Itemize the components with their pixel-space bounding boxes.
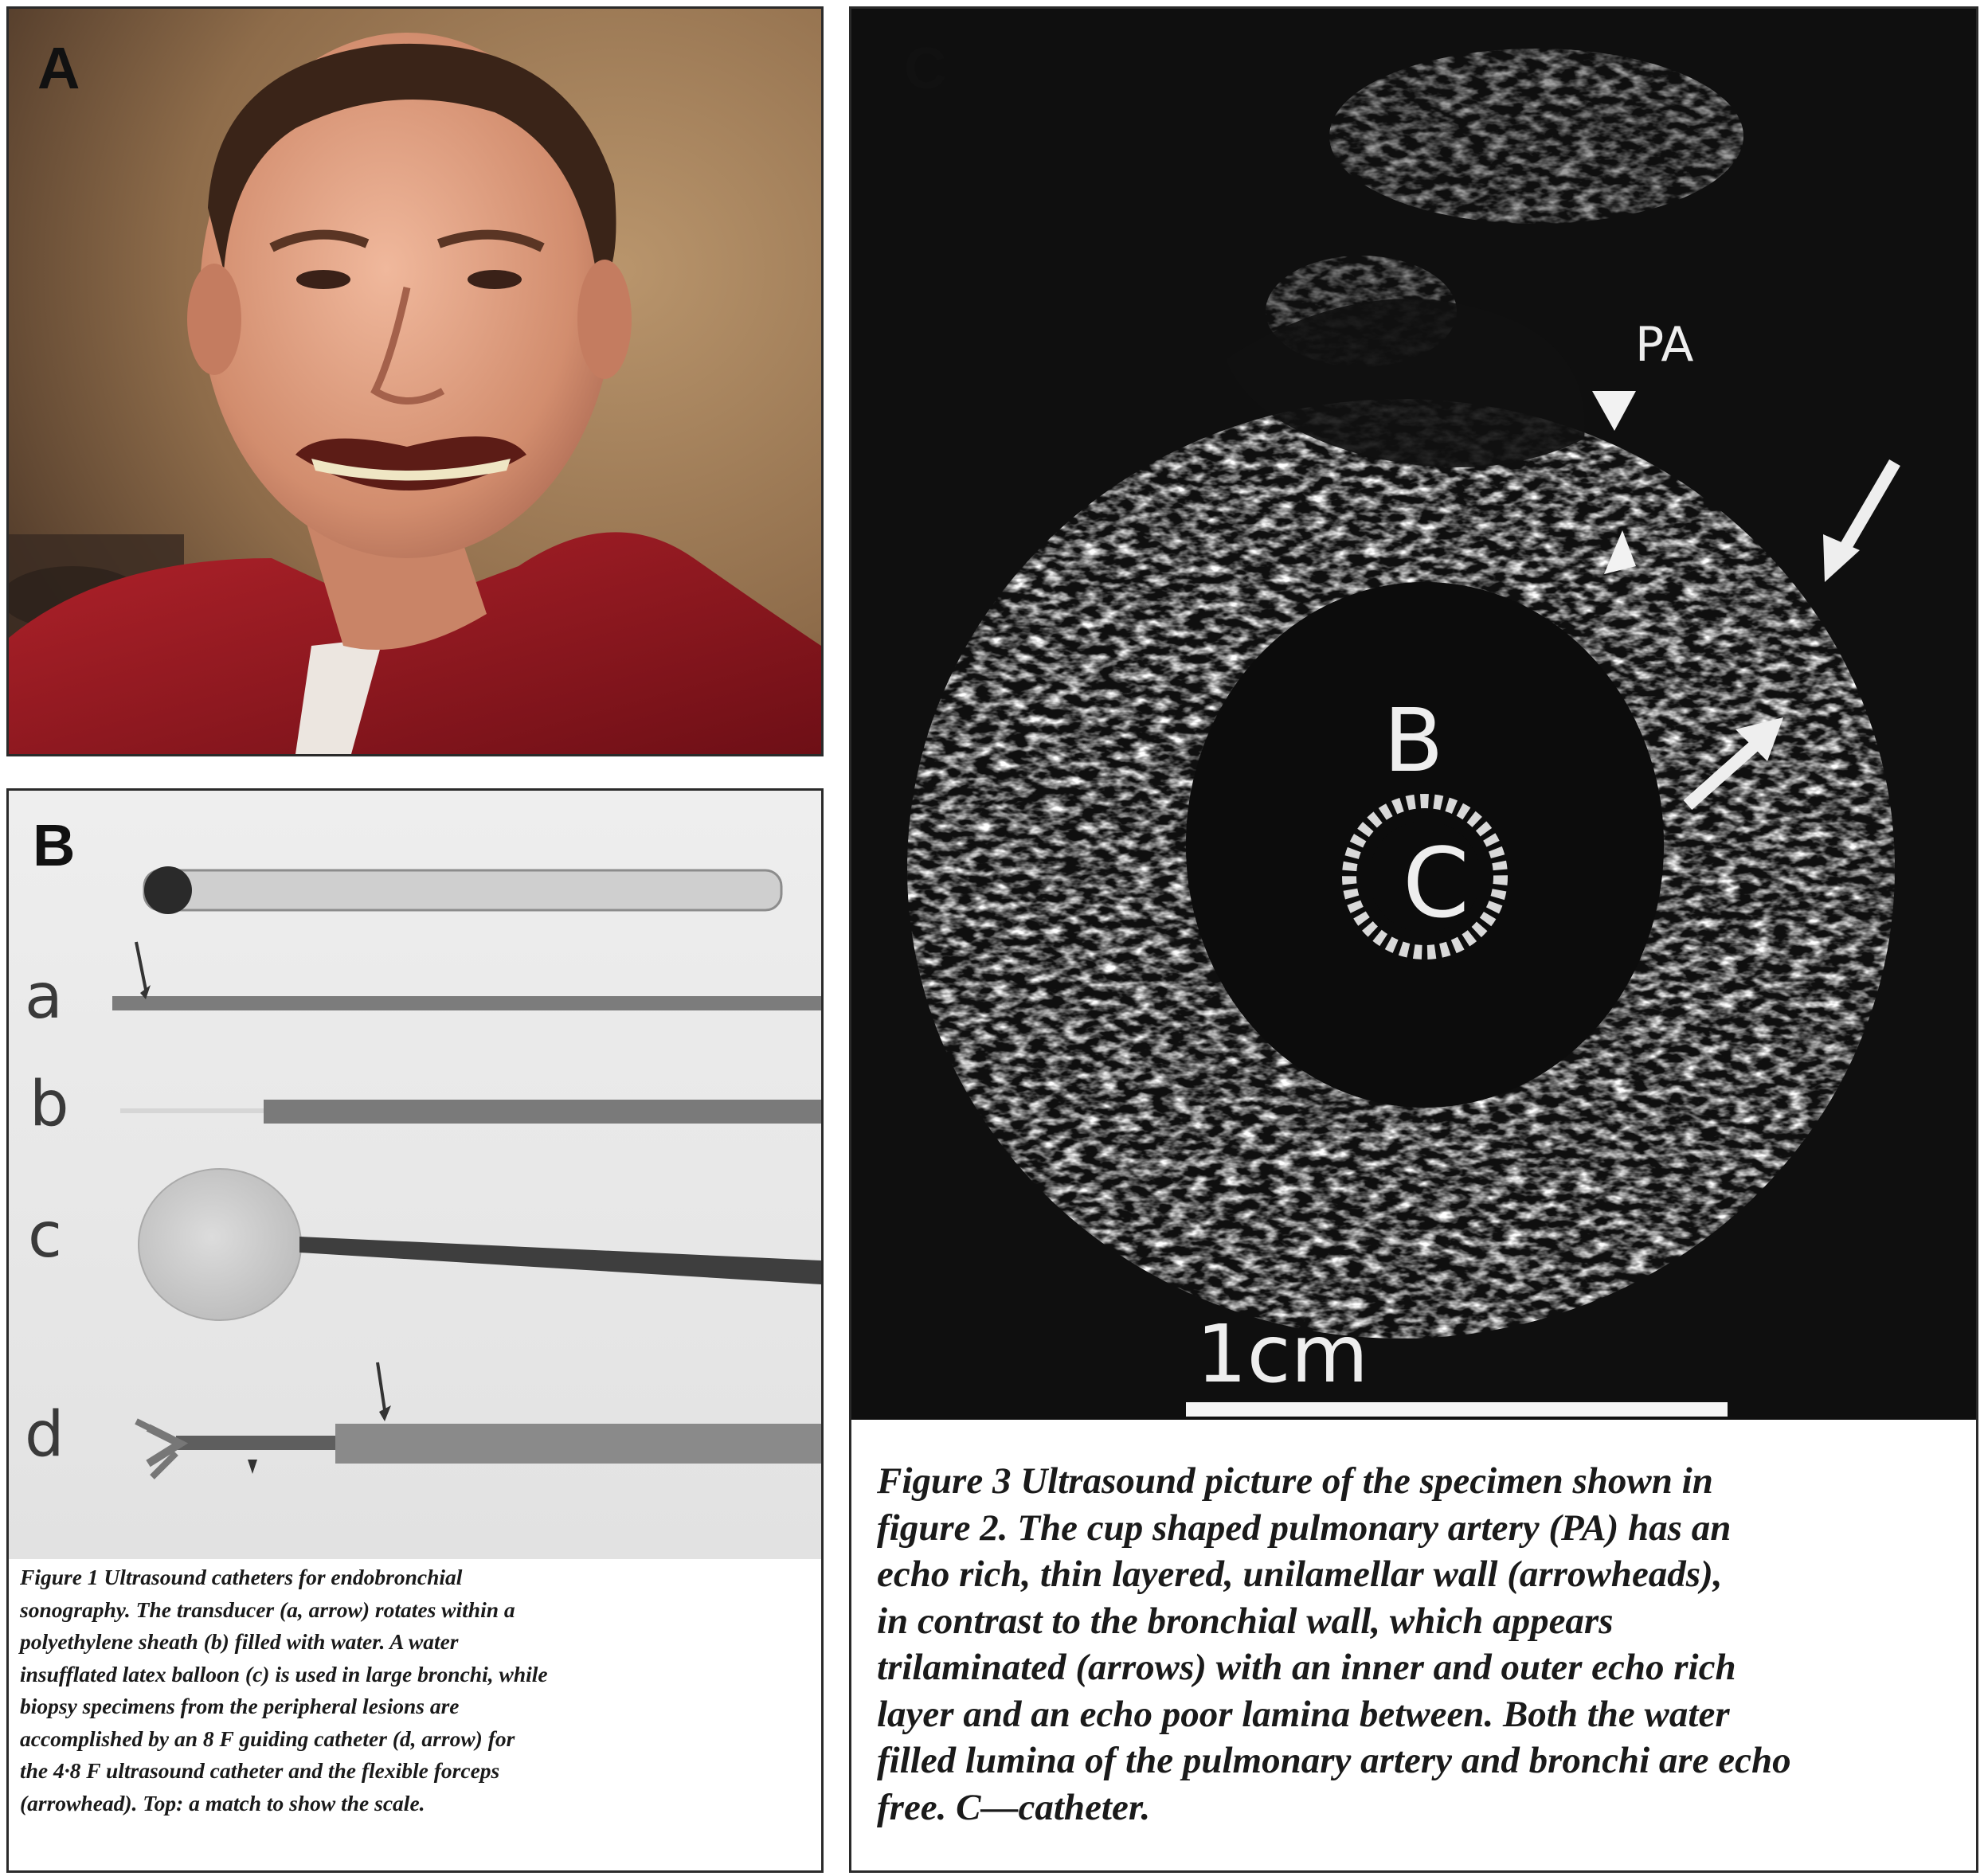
catheter-photo (9, 791, 821, 1559)
bronchus-label: B (1383, 690, 1444, 791)
figure-3-caption (877, 1458, 1968, 1831)
caption-line: insufflated latex balloon (c) is used in large bronchi, while (20, 1661, 548, 1686)
caption-line: layer and an echo poor lamina between. Both the water (877, 1693, 1730, 1735)
caption-line: polyethylene sheath (b) filled with water. A water (20, 1629, 459, 1654)
panel-label-b: B (33, 812, 76, 878)
panel-b-catheters (6, 788, 824, 1873)
panel-a-portrait (6, 6, 824, 756)
caption-line: accomplished by an 8 F guiding catheter (d, arrow) for (20, 1726, 515, 1751)
caption-line: the 4·8 F ultrasound catheter and the flexible forceps (20, 1758, 500, 1783)
pa-label: PA (1635, 317, 1694, 373)
figure-1-caption (20, 1561, 816, 1819)
caption-line: Figure 1 Ultrasound catheters for endobronchial (20, 1565, 463, 1589)
portrait-photo (9, 9, 821, 754)
panel-label-a: A (37, 35, 80, 101)
caption-line: Figure 3 Ultrasound picture of the specimen shown in (877, 1460, 1713, 1502)
scale-label: 1cm (1196, 1307, 1369, 1401)
caption-line: (arrowhead). Top: a match to show the scale. (20, 1790, 425, 1815)
caption-line: sonography. The transducer (a, arrow) rotates within a (20, 1597, 515, 1622)
catheter-label-d: d (25, 1399, 65, 1471)
caption-line: figure 2. The cup shaped pulmonary artery (PA) has an (877, 1507, 1732, 1549)
panel-c-ultrasound (849, 6, 1978, 1873)
caption-line: free. C—catheter. (877, 1786, 1151, 1828)
catheter-label: C (1403, 829, 1469, 940)
catheter-label-a: a (25, 961, 63, 1033)
caption-line: filled lumina of the pulmonary artery and bronchi are echo (877, 1740, 1791, 1781)
caption-line: echo rich, thin layered, unilamellar wall (arrowheads), (877, 1554, 1723, 1595)
panel-label-c: C (904, 35, 947, 101)
scale-bar (1186, 1402, 1728, 1417)
caption-line: trilaminated (arrows) with an inner and outer echo rich (877, 1647, 1736, 1688)
caption-line: biopsy specimens from the peripheral lesions are (20, 1694, 460, 1718)
caption-line: in contrast to the bronchial wall, which appears (877, 1600, 1614, 1642)
catheter-label-c: c (28, 1200, 62, 1272)
catheter-label-b: b (29, 1069, 69, 1140)
